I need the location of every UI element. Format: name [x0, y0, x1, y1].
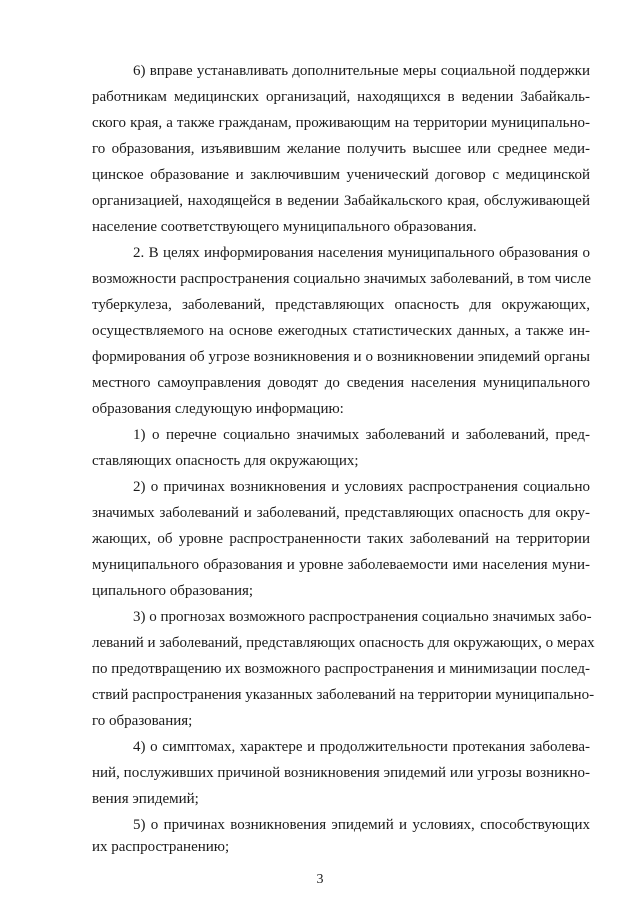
text-line: 1) о перечне социально значимых заболеваний и заболеваний, пред- [133, 427, 590, 443]
text-line: значимых заболеваний и заболеваний, представляющих опасность для окру- [92, 505, 590, 521]
text-line: го образования; [92, 713, 193, 729]
text-line: образования следующую информацию: [92, 401, 344, 417]
text-line: местного самоуправления доводят до сведения населения муниципального [92, 375, 590, 391]
text-line: ципального образования; [92, 583, 254, 599]
text-line: 3) о прогнозах возможного распространения социально значимых забо- [133, 609, 592, 625]
text-line: 2) о причинах возникновения и условиях распространения социально [133, 479, 590, 495]
text-line: осуществляемого на основе ежегодных статистических данных, а также ин- [92, 323, 590, 339]
text-line: 2. В целях информирования населения муниципального образования о [133, 245, 590, 261]
text-line: ний, послуживших причиной возникновения эпидемий или угрозы возникно- [92, 765, 590, 781]
text-line: 4) о симптомах, характере и продолжительности протекания заболева- [133, 739, 590, 755]
text-line: 5) о причинах возникновения эпидемий и условиях, способствующих [133, 817, 590, 833]
text-line: цинское образование и заключившим ученический договор с медицинской [92, 167, 590, 183]
text-line: возможности распространения социально значимых заболеваний, в том числе [92, 271, 592, 287]
text-line: жающих, об уровне распространенности таких заболеваний на территории [92, 531, 590, 547]
text-line: ставляющих опасность для окружающих; [92, 453, 359, 469]
text-line: туберкулеза, заболеваний, представляющих опасность для окружающих, [92, 297, 590, 313]
text-line: вения эпидемий; [92, 791, 199, 807]
text-line: организацией, находящейся в ведении Забайкальского края, обслуживающей [92, 193, 590, 209]
text-line: ского края, а также гражданам, проживающим на территории муниципально- [92, 115, 590, 131]
text-line: формирования об угрозе возникновения и о возникновении эпидемий органы [92, 349, 590, 365]
text-line: их распространению; [92, 839, 230, 855]
text-line: муниципального образования и уровне заболеваемости ими населения муни- [92, 557, 590, 573]
text-line: население соответствующего муниципального образования. [92, 219, 477, 235]
text-line: леваний и заболеваний, представляющих опасность для окружающих, о мерах [92, 635, 595, 651]
page-number: 3 [316, 872, 324, 887]
text-line: по предотвращению их возможного распространения и минимизации послед- [92, 661, 590, 677]
text-line: 6) вправе устанавливать дополнительные меры социальной поддержки [133, 63, 590, 79]
text-line: работникам медицинских организаций, находящихся в ведении Забайкаль- [92, 89, 590, 105]
text-line: го образования, изъявившим желание получить высшее или среднее меди- [92, 141, 590, 157]
text-line: ствий распространения указанных заболеваний на территории муниципально- [92, 687, 595, 703]
